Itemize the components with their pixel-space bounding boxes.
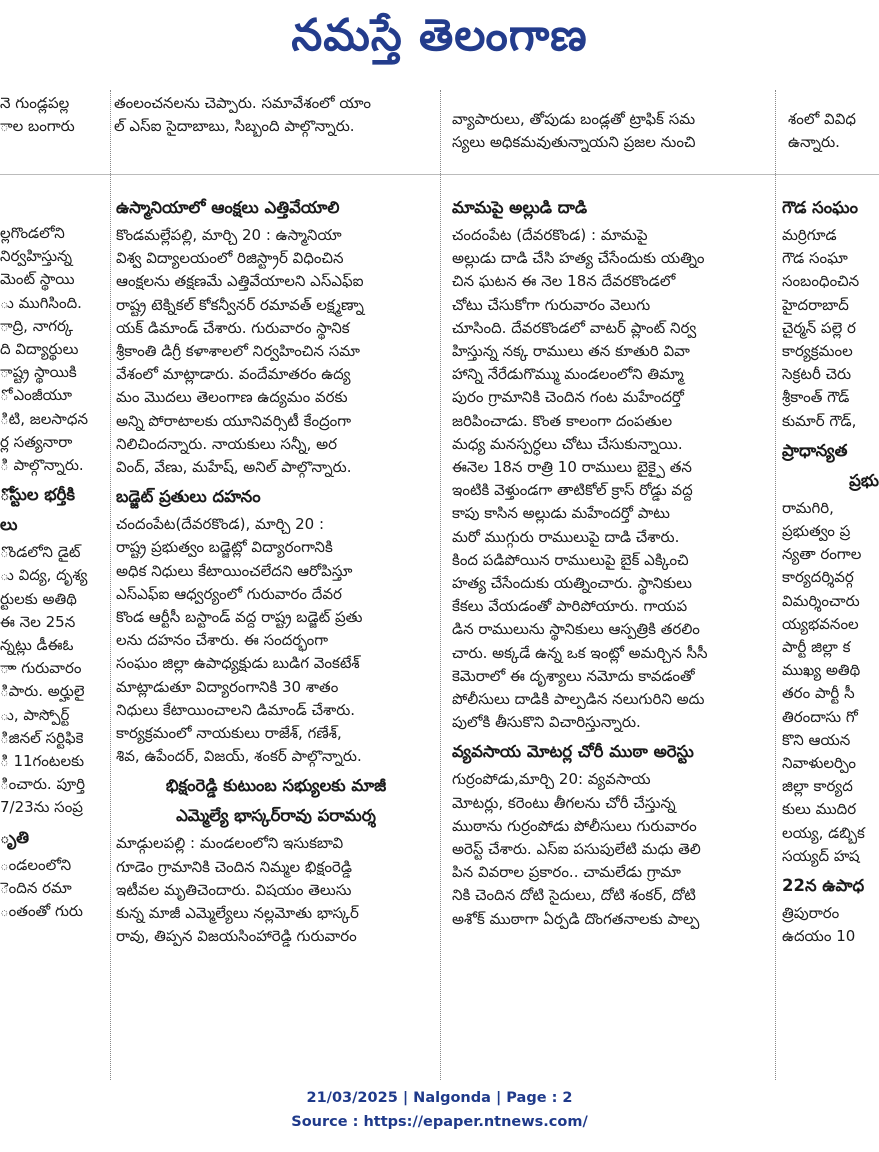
column-4 [782, 190, 879, 1072]
text-line: ముఖ్య అతిథి [782, 661, 861, 680]
column-divider [110, 90, 111, 1080]
text-line: పురం గ్రామానికి చెందిన గంట మహేందర్తో [452, 388, 684, 407]
text-line: ాద్రి, నాగర్క [0, 316, 73, 335]
text-line: ించారు. పూర్తి [0, 775, 85, 794]
text-line: ఎస్ఎఫ్ఐ ఆధ్వర్యంలో గురువారం దేవర [116, 584, 342, 603]
top-fragment-col2 [114, 92, 432, 138]
text-line: చైర్మన్ పల్లె ర [782, 318, 856, 337]
text-line: విమర్శించారు [782, 591, 860, 610]
text-line: నిలిచిందన్నారు. నాయకులు సన్నీ, అర [116, 434, 338, 453]
text-line: రాష్ట్ర ప్రభుత్వం బడ్జెట్లో విద్యారంగానికి [116, 538, 333, 557]
text-line: గూడెం గ్రామానికి చెందిన నిమ్మల భిక్షంరెడ్డి [116, 857, 352, 876]
text-line: ాా గురువారం [0, 659, 82, 678]
source-link[interactable]: Source : https://epaper.ntnews.com/ [291, 1114, 588, 1130]
text-line: హత్య చేసేందుకు యత్నించారు. స్థానికులు [452, 574, 692, 593]
top-fragment-col4 [788, 108, 879, 154]
text-line: యక్ డిమాండ్ చేశారు. గురువారం స్థానిక [116, 318, 350, 337]
text-line: అశోక్ ముఠాగా ఏర్పడి దొంగతనాలకు పాల్ప [452, 909, 700, 928]
text-line: వ్యాపారులు, తోపుడు బండ్లతో ట్రాఫిక్ సమ [452, 110, 696, 128]
article-headline: ఉస్మానియాలో ఆంక్షలు ఎత్తివేయాలి [116, 198, 340, 217]
text-line: పోలీసులు దాడికి పాల్పడిన నలుగురిని అదు [452, 690, 705, 709]
text-line: కొని ఆయన [782, 730, 851, 749]
article-headline: ఎమ్మెల్యే భాస్కర్‌రావు పరామర్శ [176, 806, 376, 826]
top-fragment-col3 [452, 108, 762, 154]
text-line: మెంట్ స్థాయి [0, 270, 75, 289]
text-line: రామగిరి, [782, 498, 834, 517]
text-line: ఇటీవల మృతిచెందారు. విషయం తెలుసు [116, 880, 352, 899]
text-line: ల్లగొండలోని [0, 224, 65, 242]
text-line: ి 11గంటలకు [0, 752, 85, 771]
text-line: చందంపేట (దేవరకొండ) : మామపై [452, 226, 648, 244]
article-headline: లు [0, 515, 18, 535]
article-headline: గౌడ సంఘం [782, 198, 858, 217]
article-headline: ోస్టుల భర్తీకి [0, 485, 76, 505]
text-line: ో ఎంజీయూ [0, 386, 72, 405]
text-line: మరో ముగ్గురు రాములుపై దాడి చేశారు. [452, 527, 680, 546]
text-line: న్యతా రంగాల [782, 545, 862, 564]
text-line: కులు ముదిర [782, 800, 857, 819]
text-line: లను దహనం చేశారు. ఈ సందర్భంగా [116, 631, 329, 650]
text-line: గౌడ సంఘా [782, 249, 848, 268]
text-line: య్యభవనంల [782, 614, 859, 633]
text-line: తిరందాసు గో [782, 707, 858, 726]
text-line: కొండమల్లేపల్లి, మార్చి 20 : ఉస్మానియా [116, 226, 342, 244]
text-line: అరెస్ట్ చేశారు. ఎస్ఐ పసుపులేటి మధు తెలి [452, 840, 701, 859]
text-line: నివాళులర్పిం [782, 754, 856, 773]
text-line: ఈ నెల 25న [0, 612, 76, 631]
text-line: కెమెరాలో ఈ దృశ్యాలు నమోదు కావడంతో [452, 666, 695, 685]
text-line: డిన రాములును స్థానికులు ఆస్పత్రికి తరలిం [452, 620, 700, 639]
text-line: చోటు చేసుకోగా గురువారం వెలుగు [452, 295, 651, 314]
text-line: ిటి, జలసాధన [0, 409, 88, 428]
text-line: ండలంలోని [0, 855, 72, 874]
text-line: మాట్లాడుతూ విద్యారంగానికి 30 శాతం [116, 677, 339, 696]
text-line: ి పాల్గొన్నారు. [0, 456, 84, 475]
text-line: ిపారు. అర్హులై [0, 682, 85, 701]
text-line: ఈనెల 18న రాత్రి 10 రాములు బైక్పై తన [452, 458, 692, 477]
text-line: నిర్వహిస్తున్న [0, 247, 73, 266]
text-line: కున్న మాజీ ఎమ్మెల్యేలు నల్లమోతు భాస్కర్ [116, 904, 359, 923]
newspaper-title: నమస్తే తెలంగాణ [291, 10, 588, 61]
text-line: కాపు కాసిన అల్లుడు మహేందర్తో పాటు [452, 504, 670, 523]
text-line: ు ముగిసింది. [0, 293, 82, 312]
text-line: వింద్, వేణు, మహేష్, అనిల్ పాల్గొన్నారు. [116, 458, 352, 477]
text-line: అన్ని పోరాటాలకు యూనివర్సిటీ కేంద్రంగా [116, 411, 352, 430]
text-line: చిన ఘటన ఈ నెల 18న దేవరకొండలో [452, 272, 676, 291]
text-line: ు, పాస్పోర్ట్ [0, 705, 70, 724]
text-line: పులోకి తీసుకొని విచారిస్తున్నారు. [452, 713, 641, 732]
article-headline: ప్రభు [849, 470, 879, 490]
text-line: చూసింది. దేవరకొండలో వాటర్ ప్లాంట్ నిర్వ [452, 318, 697, 337]
text-line: మాడ్గులపల్లి : మండలంలోని ఇసుకబావి [116, 834, 344, 853]
text-line: న్నట్లు డీఈఓ [0, 636, 74, 655]
text-line: నె గుండ్లపల్ల [0, 94, 70, 112]
text-line: చందంపేట(దేవరకొండ), మార్చి 20 : [116, 515, 325, 534]
text-line: కొండ ఆర్టీసీ బస్టాండ్ వద్ద రాష్ట్ర బడ్జెట్ ప్రతు [116, 608, 363, 627]
text-line: ల్ ఎస్ఐ సైదాబాబు, సిబ్బంది పాల్గొన్నారు. [114, 117, 355, 135]
text-line: కింద పడిపోయిన రాములుపై బైక్ ఎక్కించి [452, 550, 689, 569]
text-line: చారు. అక్కడే ఉన్న ఒక ఇంట్లో అమర్చిన సీసీ [452, 643, 708, 662]
text-line: స్యలు అధికమవుతున్నాయని ప్రజల నుంచి [452, 133, 696, 151]
text-line: పార్టీ జిల్లా క [782, 638, 851, 657]
text-line: తంలంచనలను చెప్పారు. సమావేశంలో యాం [114, 94, 371, 112]
text-line: శ్రీకాంత్ గౌడ్ [782, 388, 850, 407]
article-headline: 22న ఉపాధ [782, 876, 865, 896]
text-line: లయ్య, డబ్బిక [782, 823, 865, 842]
article-headline: ృతి [0, 827, 30, 847]
article-headline: ప్రాధాన్యత [782, 440, 848, 460]
text-line: గుర్రంపోడు,మార్చి 20: వ్యవసాయ [452, 770, 651, 789]
article-headline: వ్యవసాయ మోటర్ల చోరీ ముఠా అరెస్టు [452, 742, 694, 762]
text-line: మోటర్లు, కరెంటు తీగలను చోరీ చేస్తున్న [452, 793, 676, 812]
text-line: రావు, తిప్పన విజయసింహారెడ్డి గురువారం [116, 927, 357, 946]
text-line: నికి చెందిన దోటి సైదులు, దోటి శంకర్, దోటి [452, 886, 696, 905]
text-line: కార్యదర్శివర్గ [782, 568, 854, 587]
column-divider [775, 90, 776, 1080]
text-line: కేకలు వేయడంతో పారిపోయారు. గాయప [452, 597, 688, 616]
text-line: ాష్ట్ర స్థాయికి [0, 363, 77, 382]
text-line: ఆంక్షలను తక్షణమే ఎత్తివేయాలని ఎస్ఎఫ్ఐ [116, 272, 364, 291]
text-line: మం మొదలు తెలంగాణ ఉద్యమం వరకు [116, 388, 348, 407]
top-fragment-col1 [0, 92, 108, 138]
text-line: త్రిపురారం [782, 904, 840, 923]
text-line: శ్రీకాంతి డిగ్రీ కళాశాలలో నిర్వహించిన సమా [116, 342, 360, 361]
text-line: ర్టులకు అతిథి [0, 589, 77, 608]
text-line: 7/23ను సంప్ర [0, 798, 83, 817]
column-1 [0, 222, 108, 1072]
column-2 [116, 190, 436, 1072]
text-line: వేశంలో మాట్లాడారు. వందేమాతరం ఉద్య [116, 365, 351, 384]
text-line: కార్యక్రమంల [782, 342, 853, 361]
text-line: సయ్యద్ హష [782, 846, 860, 865]
text-line: ఉదయం 10 [782, 927, 856, 946]
text-line: ప్రభుత్వం ప్ర [782, 522, 851, 541]
text-line: విశ్వ విద్యాలయంలో రిజిస్ట్రార్ విధించిన [116, 249, 344, 268]
text-line: పిన వివరాల ప్రకారం.. చామలేడు గ్రామా [452, 863, 681, 882]
article-headline: బడ్జెట్ ప్రతులు దహనం [116, 487, 261, 507]
text-line: ు విద్య, దృశ్య [0, 566, 88, 585]
text-line: ిజినల్ సర్టిఫికె [0, 728, 84, 747]
article-headline: మామపై అల్లుడి దాడి [452, 198, 588, 217]
text-line: ెందిన రమా [0, 878, 72, 897]
text-line: సంఘం జిల్లా ఉపాధ్యక్షుడు బుడిగ వెంకటేశ్ [116, 654, 360, 673]
page-info: 21/03/2025 | Nalgonda | Page : 2 [306, 1090, 573, 1106]
text-line: కుమార్ గౌడ్, [782, 411, 857, 430]
text-line: జరిపించాడు. కొంత కాలంగా దంపతుల [452, 411, 673, 430]
text-line: ఉన్నారు. [788, 133, 840, 151]
text-line: అల్లుడు దాడి చేసి హత్య చేసేందుకు యత్నిం [452, 249, 705, 268]
text-line: ఇంటికి వెళ్తుండగా తాటికోల్ క్రాస్ రోడ్డు వద్ద [452, 481, 693, 500]
text-line: మర్రిగూడ [782, 226, 837, 244]
text-line: శివ, ఉపేందర్, విజయ్, శంకర్ పాల్గొన్నారు. [116, 747, 362, 766]
masthead [0, 0, 879, 72]
text-line: హిస్తున్న నక్క రాములు తన కూతురి వివా [452, 342, 690, 361]
text-line: సెక్రటరీ చెరు [782, 365, 852, 384]
text-line: సంబంధించిన [782, 272, 860, 291]
column-3 [452, 190, 770, 1072]
column-divider [440, 90, 441, 1080]
text-line: ొండలోని డైట్ [0, 543, 81, 562]
text-line: హాన్ని నేరేడుగొమ్ము మండలంలోని తిమ్మా [452, 365, 684, 384]
text-line: అధిక నిధులు కేటాయించలేదని ఆరోపిస్తూ [116, 561, 353, 580]
text-line: ది విద్యార్థులు [0, 340, 79, 359]
text-line: హైదరాబాద్ [782, 295, 849, 314]
text-line: ాల బంగారు [0, 117, 75, 135]
article-headline: భిక్షంరెడ్డి కుటుంబ సభ్యులకు మాజీ [165, 776, 387, 796]
text-line: ముఠాను గుర్రంపోడు పోలీసులు గురువారం [452, 816, 697, 835]
text-line: మధ్య మనస్పర్ధలు చోటు చేసుకున్నాయి. [452, 434, 683, 453]
text-line: ర్ల సత్యనారా [0, 432, 73, 451]
text-line: జిల్లా కార్యద [782, 777, 853, 796]
text-line: ంతంతో గురు [0, 902, 83, 921]
text-line: నిధులు కేటాయించాలని డిమాండ్ చేశారు. [116, 700, 356, 719]
text-line: శంలో వివిధ [788, 110, 856, 128]
text-line: రాష్ట్ర టెక్నికల్ కోకన్వీనర్ రమావత్ లక్ష్మణ్నా [116, 295, 364, 314]
text-line: కార్యక్రమంలో నాయకులు రాజేశ్, గణేశ్, [116, 724, 342, 743]
text-line: తరం పార్టీ సీ [782, 684, 855, 703]
